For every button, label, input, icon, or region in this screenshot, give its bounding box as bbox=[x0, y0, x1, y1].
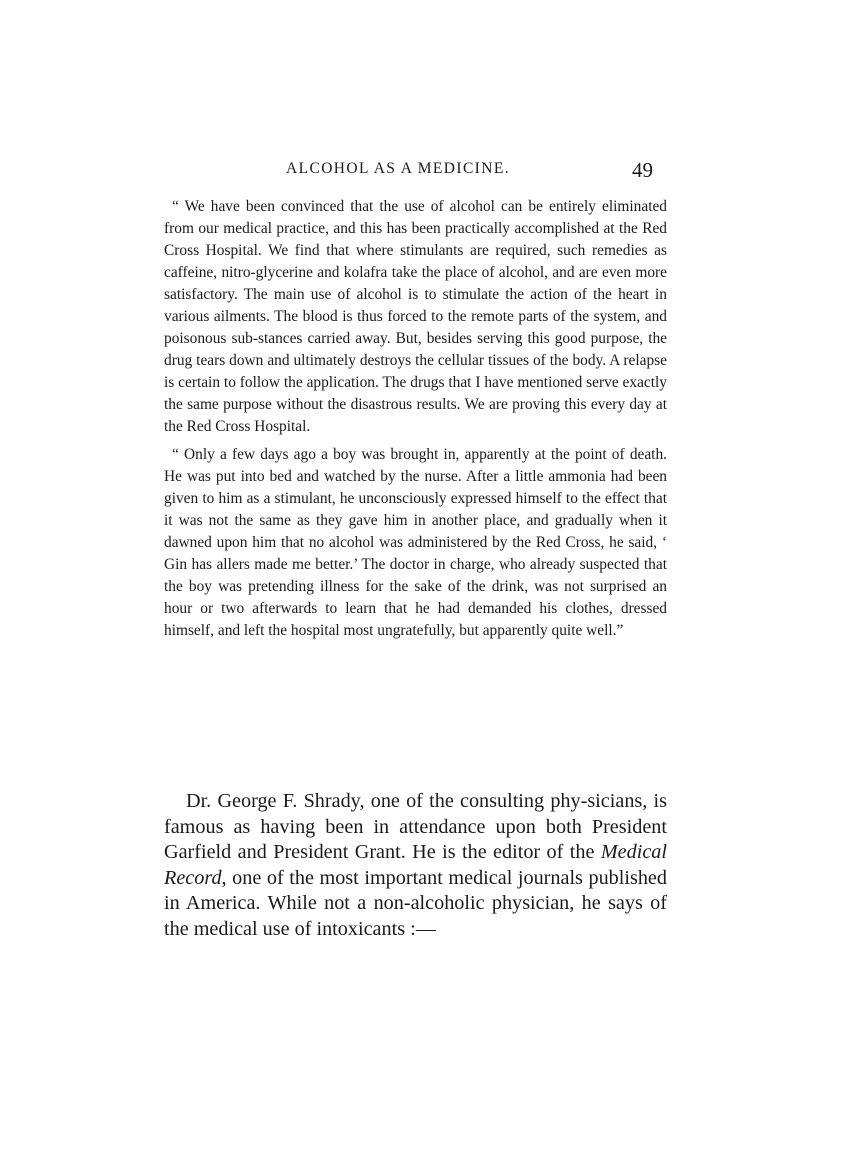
quote-paragraph-2: “ Only a few days ago a boy was brought in, apparently at the point of death. He was put into bed and watched by the nurse. After a little ammonia had been given to him as a stimulant, he unconsciously expressed himself to the effect that it was not the same as they gave him in another place, and gradually when it dawned upon him that no alcohol was administered by the Red Cross, he said, ‘ Gin has allers made me better.’ The doctor in charge, who already suspected that the boy was pretending illness for the sake of the drink, was not surprised an hour or two afterwards to learn that he had demanded his clothes, dressed himself, and left the hospital most ungratefully, but apparently quite well.” bbox=[164, 446, 667, 639]
body-text bbox=[164, 789, 667, 942]
running-head bbox=[164, 156, 667, 182]
page-number: 49 bbox=[632, 158, 653, 182]
body-paragraph bbox=[164, 789, 667, 942]
body-text-before-journal: Dr. George F. Shrady, one of the consulting phy-sicians, is famous as having been in attendance upon both President Garfield and President Grant. He is the editor of the bbox=[164, 790, 667, 863]
running-title: ALCOHOL AS A MEDICINE. bbox=[286, 160, 510, 177]
quote-paragraph-1: “ We have been convinced that the use of alcohol can be entirely eliminated from our medical practice, and this has been practically accomplished at the Red Cross Hospital. We find that where stimulants are required, such remedies as caffeine, nitro-glycerine and kolafra take the place of alcohol, and are even more satisfactory. The main use of alcohol is to stimulate the action of the heart in various ailments. The blood is thus forced to the remote parts of the system, and poisonous sub-stances carried away. But, besides serving this good purpose, the drug tears down and ultimately destroys the cellular tissues of the body. A relapse is certain to follow the application. The drugs that I have mentioned serve exactly the same purpose without the disastrous results. We are proving this every day at the Red Cross Hospital. bbox=[164, 198, 667, 435]
journal-title: Medical Record bbox=[164, 841, 667, 889]
quoted-passage bbox=[164, 196, 667, 648]
body-text-after-journal: , one of the most important medical journals published in America. While not a non-alcoholic physician, he says of the medical use of intoxicants :— bbox=[164, 866, 667, 940]
